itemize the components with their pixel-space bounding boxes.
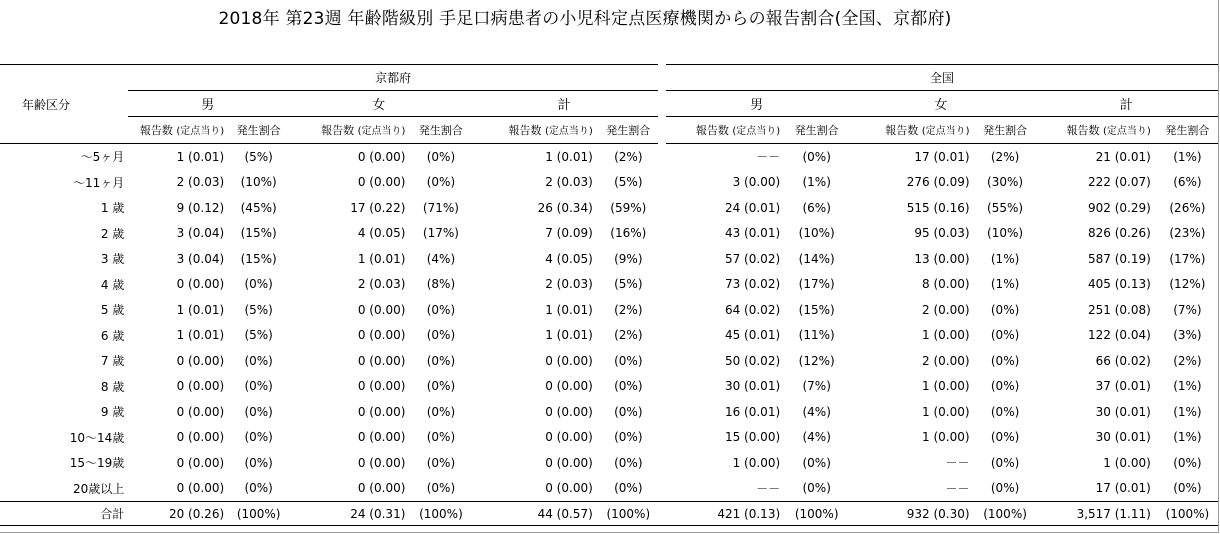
age-cell: 7 歳 <box>100 354 125 369</box>
sex-header-female-national: 女 <box>847 91 1034 117</box>
count-cell: 17 (0.01) <box>914 149 970 164</box>
count-cell: 21 (0.01) <box>1095 149 1151 164</box>
count-cell: 30 (0.01) <box>1095 430 1151 445</box>
rate-cell: (100%) <box>786 502 847 526</box>
count-cell: 30 (0.01) <box>724 379 781 394</box>
count-cell: 3 (0.00) <box>732 175 781 190</box>
rate-cell: (1%) <box>990 251 1020 266</box>
count-cell: 0 (0.00) <box>545 481 593 496</box>
rate-cell: (0%) <box>614 481 643 496</box>
column-gap <box>658 399 666 425</box>
column-gap <box>658 323 666 349</box>
count-cell: －－ <box>756 481 781 496</box>
count-cell: 66 (0.02) <box>1095 353 1151 368</box>
count-cell: 0 (0.00) <box>176 404 225 419</box>
count-cell: 0 (0.00) <box>545 404 593 419</box>
table-row <box>0 425 1218 451</box>
count-cell: 0 (0.00) <box>357 353 406 368</box>
rate-cell: (17%) <box>798 277 835 292</box>
count-cell: －－ <box>756 150 781 165</box>
count-cell: 3 (0.04) <box>176 226 225 241</box>
rate-cell: (15%) <box>798 302 835 317</box>
rate-cell: (4%) <box>426 251 456 266</box>
rate-cell: (0%) <box>990 328 1020 343</box>
rate-cell: (100%) <box>976 502 1035 526</box>
rate-cell: (0%) <box>990 302 1020 317</box>
count-cell: 222 (0.07) <box>1088 175 1151 190</box>
count-cell: 1 (0.01) <box>545 328 593 343</box>
rate-cell: (26%) <box>1169 200 1206 215</box>
rate-cell: (0%) <box>990 379 1020 394</box>
rate-cell: (45%) <box>240 200 277 215</box>
count-cell: 1 (0.00) <box>922 328 970 343</box>
count-cell: 2 (0.00) <box>922 353 970 368</box>
count-cell: 0 (0.00) <box>357 328 406 343</box>
age-cell: 15～19歳 <box>69 456 125 471</box>
table-row <box>0 348 1218 374</box>
column-gap <box>658 476 666 502</box>
count-cell: 1 (0.00) <box>732 455 781 470</box>
count-cell: 826 (0.26) <box>1088 226 1151 241</box>
table-row <box>0 272 1218 298</box>
count-cell: 17 (0.01) <box>1095 481 1151 496</box>
age-cell: ～11ヶ月 <box>73 175 125 190</box>
count-cell: 4 (0.05) <box>357 226 406 241</box>
total-row <box>0 502 1218 526</box>
count-cell: 1 (0.00) <box>1103 455 1151 470</box>
rate-cell: (0%) <box>802 455 831 470</box>
count-cell: 122 (0.04) <box>1088 328 1151 343</box>
count-cell: 13 (0.00) <box>914 251 970 266</box>
rate-cell: (4%) <box>802 404 831 419</box>
count-header: 報告数 (定点当り) <box>847 117 975 144</box>
sex-header-male-national: 男 <box>666 91 847 117</box>
rate-cell: (0%) <box>426 404 456 419</box>
rate-cell: (5%) <box>614 277 643 292</box>
age-cell: ～5ヶ月 <box>80 150 125 165</box>
count-cell: 9 (0.12) <box>176 200 225 215</box>
table-row <box>0 144 1218 170</box>
count-cell: －－ <box>945 456 970 471</box>
rate-cell: (0%) <box>426 302 456 317</box>
rate-cell: (0%) <box>244 404 273 419</box>
count-cell: 1 (0.01) <box>357 251 406 266</box>
count-cell: 37 (0.01) <box>1095 379 1151 394</box>
rate-cell: (0%) <box>426 175 456 190</box>
rate-cell: (0%) <box>802 149 831 164</box>
count-cell: 1 (0.01) <box>176 149 225 164</box>
table-row <box>0 399 1218 425</box>
rate-cell: (0%) <box>244 379 273 394</box>
rate-cell: (59%) <box>610 200 647 215</box>
table-row <box>0 195 1218 221</box>
rate-header: 発生割合 <box>786 117 847 144</box>
age-cell: 1 歳 <box>100 201 125 216</box>
rate-header: 発生割合 <box>411 117 470 144</box>
rate-cell: (5%) <box>244 149 273 164</box>
rate-cell: (0%) <box>426 481 456 496</box>
rate-cell: (12%) <box>1169 277 1206 292</box>
rate-cell: (10%) <box>987 226 1024 241</box>
count-cell: 57 (0.02) <box>724 251 781 266</box>
count-header: 報告数 (定点当り) <box>1035 117 1157 144</box>
rate-cell: (71%) <box>422 200 459 215</box>
rate-cell: (10%) <box>240 175 277 190</box>
count-cell: 3 (0.04) <box>176 251 225 266</box>
rate-cell: (0%) <box>614 404 643 419</box>
count-header: 報告数 (定点当り) <box>666 117 786 144</box>
rate-cell: (12%) <box>798 353 835 368</box>
rate-cell: (5%) <box>244 328 273 343</box>
count-header: 報告数 (定点当り) <box>128 117 230 144</box>
count-cell: 0 (0.00) <box>357 404 406 419</box>
rate-cell: (0%) <box>244 455 273 470</box>
count-cell: 902 (0.29) <box>1088 200 1151 215</box>
age-cell: 5 歳 <box>100 303 125 318</box>
rate-cell: (1%) <box>1173 430 1202 445</box>
rate-cell: (1%) <box>990 277 1020 292</box>
count-cell: 8 (0.00) <box>922 277 970 292</box>
report-table <box>0 64 1218 526</box>
column-gap <box>658 170 666 196</box>
rate-cell: (8%) <box>426 277 456 292</box>
rate-cell: (0%) <box>990 481 1020 496</box>
age-cell: 4 歳 <box>100 277 125 292</box>
age-cell: 2 歳 <box>100 226 125 241</box>
rate-cell: (2%) <box>614 328 643 343</box>
age-cell: 8 歳 <box>100 379 125 394</box>
count-cell: 0 (0.00) <box>357 175 406 190</box>
age-cell: 9 歳 <box>100 405 125 420</box>
count-cell: 0 (0.00) <box>176 353 225 368</box>
count-cell: 73 (0.02) <box>724 277 781 292</box>
rate-cell: (0%) <box>614 353 643 368</box>
rate-cell: (30%) <box>987 175 1024 190</box>
rate-header: 発生割合 <box>599 117 658 144</box>
rate-cell: (1%) <box>802 175 831 190</box>
count-cell: 24 (0.31) <box>287 502 411 526</box>
count-cell: 50 (0.02) <box>724 353 781 368</box>
count-cell: 30 (0.01) <box>1095 404 1151 419</box>
count-cell: 1 (0.00) <box>922 404 970 419</box>
sex-header-total-national: 計 <box>1035 91 1218 117</box>
rate-cell: (100%) <box>599 502 658 526</box>
count-cell: 0 (0.00) <box>545 430 593 445</box>
rate-cell: (14%) <box>798 251 835 266</box>
rate-cell: (100%) <box>1157 502 1218 526</box>
rate-cell: (0%) <box>614 379 643 394</box>
table-row <box>0 323 1218 349</box>
count-cell: 0 (0.00) <box>545 455 593 470</box>
column-gap <box>658 450 666 476</box>
rate-cell: (4%) <box>802 430 831 445</box>
count-cell: 251 (0.08) <box>1088 302 1151 317</box>
count-cell: 20 (0.26) <box>128 502 230 526</box>
count-cell: 16 (0.01) <box>724 404 781 419</box>
count-cell: 0 (0.00) <box>357 149 406 164</box>
count-cell: 15 (0.00) <box>724 430 781 445</box>
count-cell: 0 (0.00) <box>357 379 406 394</box>
age-cell: 3 歳 <box>100 252 125 267</box>
count-cell: 2 (0.00) <box>922 302 970 317</box>
column-gap <box>658 374 666 400</box>
rate-cell: (0%) <box>244 277 273 292</box>
rate-header: 発生割合 <box>230 117 287 144</box>
age-cell: 20歳以上 <box>73 481 125 496</box>
region-header-kyoto: 京都府 <box>128 65 658 91</box>
count-cell: 24 (0.01) <box>724 200 781 215</box>
count-cell: 17 (0.22) <box>350 200 406 215</box>
count-cell: 64 (0.02) <box>724 302 781 317</box>
rate-cell: (0%) <box>990 430 1020 445</box>
column-gap <box>658 272 666 298</box>
column-gap <box>658 425 666 451</box>
count-cell: 0 (0.00) <box>545 379 593 394</box>
rate-cell: (2%) <box>1173 353 1202 368</box>
column-gap <box>658 65 666 91</box>
rate-cell: (15%) <box>240 251 277 266</box>
rate-cell: (0%) <box>426 149 456 164</box>
column-gap <box>658 195 666 221</box>
count-cell: 0 (0.00) <box>357 430 406 445</box>
rate-cell: (55%) <box>987 200 1024 215</box>
rate-cell: (0%) <box>614 430 643 445</box>
count-cell: 2 (0.03) <box>545 175 593 190</box>
column-gap <box>658 502 666 526</box>
count-cell: 0 (0.00) <box>176 481 225 496</box>
sex-header-total-kyoto: 計 <box>470 91 657 117</box>
count-cell: 1 (0.01) <box>176 328 225 343</box>
rate-cell: (0%) <box>990 455 1020 470</box>
rate-cell: (15%) <box>240 226 277 241</box>
rate-cell: (0%) <box>1173 481 1202 496</box>
rate-cell: (0%) <box>426 353 456 368</box>
count-cell: 0 (0.00) <box>176 455 225 470</box>
count-cell: 45 (0.01) <box>724 328 781 343</box>
count-cell: 43 (0.01) <box>724 226 781 241</box>
age-cell: 10～14歳 <box>69 430 125 445</box>
rate-cell: (16%) <box>610 226 647 241</box>
region-header-national: 全国 <box>666 65 1218 91</box>
count-cell: 0 (0.00) <box>176 277 225 292</box>
count-cell: 515 (0.16) <box>906 200 970 215</box>
count-cell: 421 (0.13) <box>666 502 786 526</box>
rate-cell: (0%) <box>614 455 643 470</box>
count-cell: 44 (0.57) <box>470 502 598 526</box>
sex-header-female-kyoto: 女 <box>287 91 470 117</box>
count-cell: 1 (0.00) <box>922 379 970 394</box>
count-cell: 932 (0.30) <box>847 502 975 526</box>
sex-header-male-kyoto: 男 <box>128 91 287 117</box>
rate-header: 発生割合 <box>976 117 1035 144</box>
count-cell: 0 (0.00) <box>545 353 593 368</box>
count-header: 報告数 (定点当り) <box>287 117 411 144</box>
rate-cell: (23%) <box>1169 226 1206 241</box>
rate-cell: (0%) <box>426 430 456 445</box>
count-cell: 1 (0.01) <box>545 149 593 164</box>
rate-cell: (1%) <box>1173 149 1202 164</box>
rate-cell: (0%) <box>990 404 1020 419</box>
column-gap <box>658 348 666 374</box>
table-row <box>0 297 1218 323</box>
rate-cell: (0%) <box>426 379 456 394</box>
rate-cell: (7%) <box>802 379 831 394</box>
rate-cell: (2%) <box>990 149 1020 164</box>
count-cell: 1 (0.00) <box>922 430 970 445</box>
rate-cell: (3%) <box>1173 328 1202 343</box>
age-cell: 6 歳 <box>100 328 125 343</box>
rate-cell: (7%) <box>1173 302 1202 317</box>
rate-cell: (5%) <box>614 175 643 190</box>
count-cell: 2 (0.03) <box>176 175 225 190</box>
rate-cell: (1%) <box>1173 379 1202 394</box>
rate-cell: (0%) <box>244 430 273 445</box>
rate-cell: (0%) <box>802 481 831 496</box>
column-gap <box>658 297 666 323</box>
count-cell: 0 (0.00) <box>357 455 406 470</box>
count-cell: 7 (0.09) <box>545 226 593 241</box>
count-cell: 587 (0.19) <box>1088 251 1151 266</box>
rate-cell: (0%) <box>426 455 456 470</box>
count-cell: 26 (0.34) <box>537 200 593 215</box>
table-row <box>0 246 1218 272</box>
rate-cell: (6%) <box>1173 175 1202 190</box>
count-cell: 2 (0.03) <box>357 277 406 292</box>
rate-cell: (100%) <box>411 502 470 526</box>
count-cell: 95 (0.03) <box>914 226 970 241</box>
rate-cell: (0%) <box>426 328 456 343</box>
count-cell: 0 (0.00) <box>357 481 406 496</box>
count-cell: 0 (0.00) <box>176 430 225 445</box>
rate-cell: (1%) <box>1173 404 1202 419</box>
table-row <box>0 221 1218 247</box>
rate-header: 発生割合 <box>1157 117 1218 144</box>
rate-cell: (10%) <box>798 226 835 241</box>
rate-cell: (0%) <box>244 353 273 368</box>
table-row <box>0 476 1218 502</box>
count-cell: 3,517 (1.11) <box>1035 502 1157 526</box>
page-title: 2018年 第23週 年齢階級別 手足口病患者の小児科定点医療機関からの報告割合(全国、京都府) <box>218 9 952 29</box>
count-cell: 1 (0.01) <box>176 302 225 317</box>
age-cell: 合計 <box>0 502 128 526</box>
count-cell: 1 (0.01) <box>545 302 593 317</box>
rate-cell: (11%) <box>798 328 835 343</box>
count-cell: 0 (0.00) <box>357 302 406 317</box>
column-gap <box>658 246 666 272</box>
rate-cell: (5%) <box>244 302 273 317</box>
rate-cell: (2%) <box>614 149 643 164</box>
rate-cell: (0%) <box>990 353 1020 368</box>
count-cell: 0 (0.00) <box>176 379 225 394</box>
rate-cell: (17%) <box>1169 251 1206 266</box>
count-cell: －－ <box>945 481 970 496</box>
rate-cell: (17%) <box>422 226 459 241</box>
count-cell: 4 (0.05) <box>545 251 593 266</box>
count-cell: 276 (0.09) <box>906 175 970 190</box>
count-header: 報告数 (定点当り) <box>470 117 598 144</box>
column-gap <box>658 144 666 170</box>
table-row <box>0 374 1218 400</box>
rate-cell: (0%) <box>244 481 273 496</box>
age-header: 年齢区分 <box>0 65 128 144</box>
table-row <box>0 450 1218 476</box>
rate-cell: (0%) <box>1173 455 1202 470</box>
rate-cell: (6%) <box>802 200 831 215</box>
table-row <box>0 170 1218 196</box>
column-gap <box>658 221 666 247</box>
rate-cell: (100%) <box>230 502 287 526</box>
count-cell: 2 (0.03) <box>545 277 593 292</box>
rate-cell: (2%) <box>614 302 643 317</box>
rate-cell: (9%) <box>614 251 643 266</box>
count-cell: 405 (0.13) <box>1088 277 1151 292</box>
